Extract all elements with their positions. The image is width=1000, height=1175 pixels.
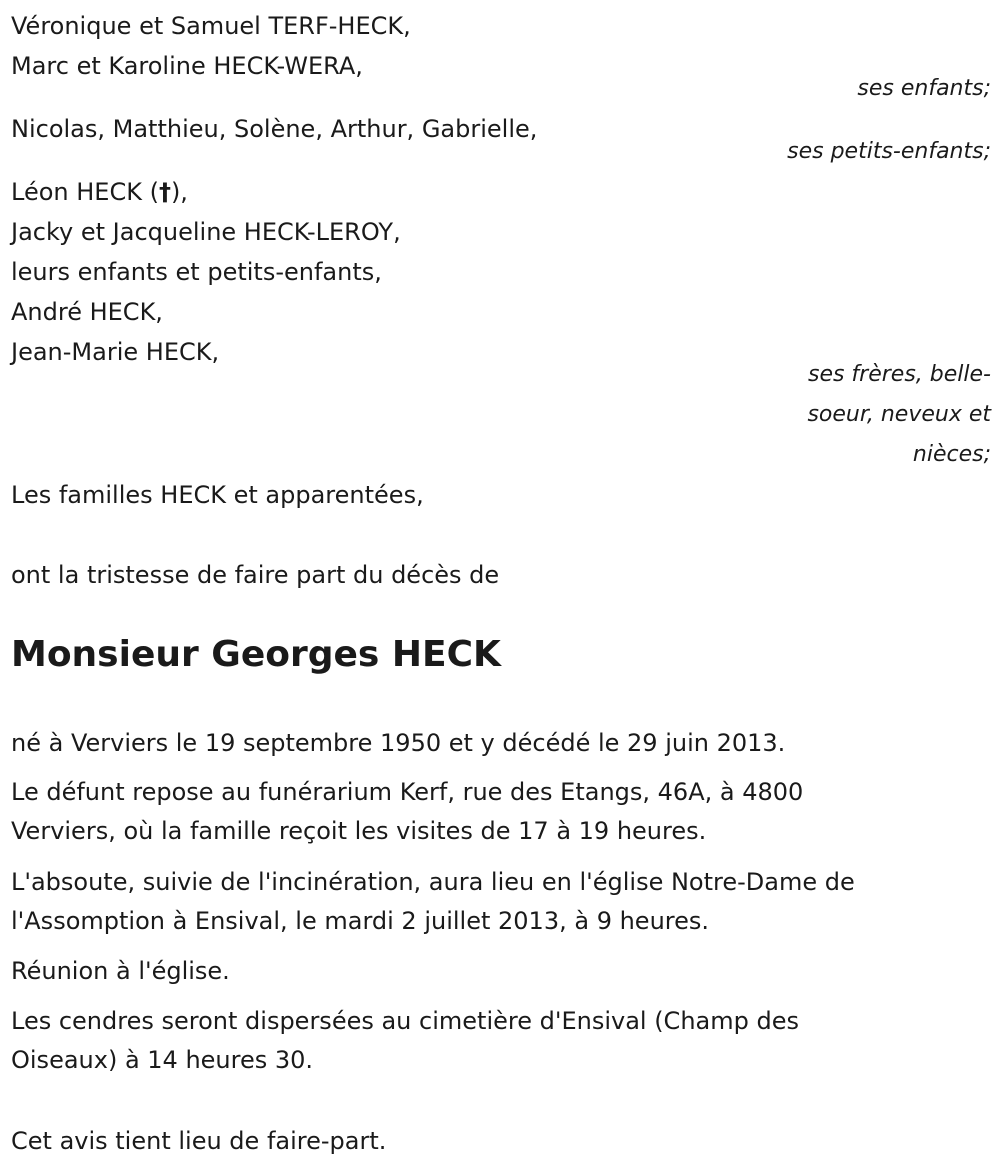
sibling-name-leon: Léon HECK (	[11, 178, 159, 206]
detail-ceremony-1: L'absoute, suivie de l'incinération, aura lieu en l'église Notre-Dame de	[11, 868, 855, 896]
obituary-notice	[11, 0, 991, 1175]
deceased-name: Monsieur Georges HECK	[11, 634, 501, 675]
sibling-line-5: Jean-Marie HECK,	[11, 338, 220, 366]
grandchildren-role: ses petits-enfants;	[787, 139, 991, 164]
sibling-name-suffix: ),	[170, 178, 188, 206]
detail-birth-death: né à Verviers le 19 septembre 1950 et y décédé le 29 juin 2013.	[11, 729, 786, 757]
announcement-line: ont la tristesse de faire part du décès de	[11, 561, 500, 589]
children-line-2: Marc et Karoline HECK-WERA,	[11, 52, 363, 80]
detail-ashes-2: Oiseaux) à 14 heures 30.	[11, 1046, 314, 1074]
children-role: ses enfants;	[857, 76, 991, 101]
siblings-role-line-1: ses frères, belle-	[807, 362, 991, 387]
detail-meeting: Réunion à l'église.	[11, 957, 230, 985]
detail-funeral-home-2: Verviers, où la famille reçoit les visites de 17 à 19 heures.	[11, 817, 707, 845]
sibling-line-2: Jacky et Jacqueline HECK-LEROY,	[11, 218, 401, 246]
detail-funeral-home-1: Le défunt repose au funérarium Kerf, rue des Etangs, 46A, à 4800	[11, 778, 804, 806]
sibling-line-1	[11, 172, 188, 212]
families-line: Les familles HECK et apparentées,	[11, 481, 424, 509]
sibling-line-4: André HECK,	[11, 298, 163, 326]
siblings-role-line-3: nièces;	[912, 442, 991, 467]
deceased-cross-icon: †	[158, 178, 171, 206]
detail-ashes-1: Les cendres seront dispersées au cimetière d'Ensival (Champ des	[11, 1007, 799, 1035]
grandchildren-line: Nicolas, Matthieu, Solène, Arthur, Gabrielle,	[11, 115, 538, 143]
children-line-1: Véronique et Samuel TERF-HECK,	[11, 12, 411, 40]
sibling-line-3: leurs enfants et petits-enfants,	[11, 258, 382, 286]
closing-line: Cet avis tient lieu de faire-part.	[11, 1127, 387, 1155]
siblings-role-line-2: soeur, neveux et	[807, 402, 991, 427]
detail-ceremony-2: l'Assomption à Ensival, le mardi 2 juillet 2013, à 9 heures.	[11, 907, 710, 935]
